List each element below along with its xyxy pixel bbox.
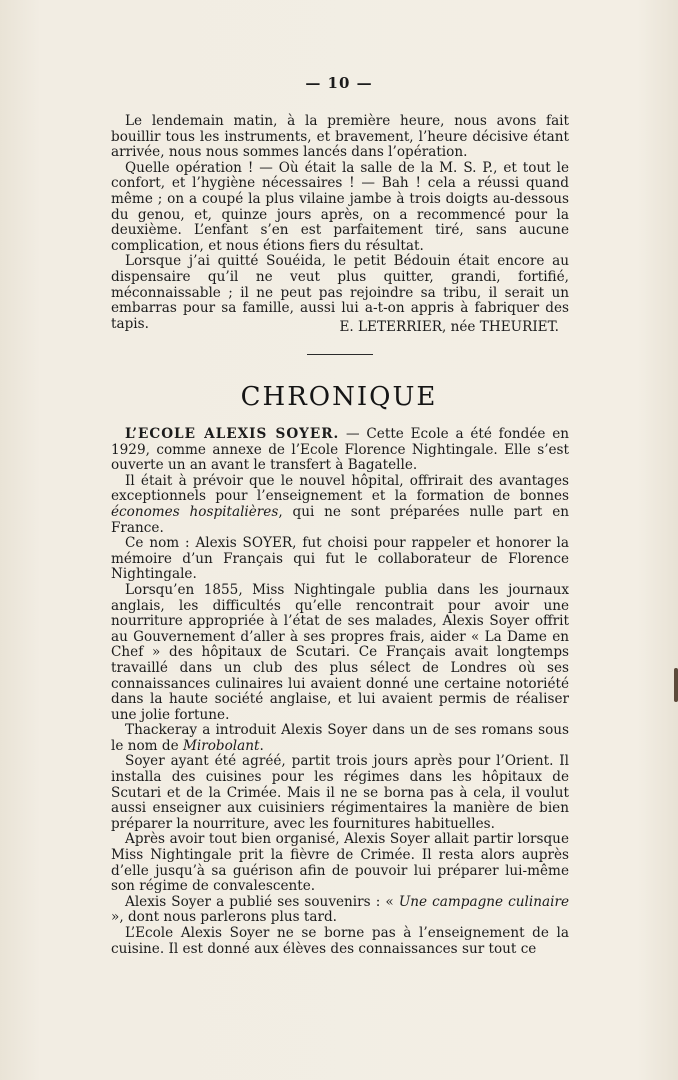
paragraph-text: Il était à prévoir que le nouvel hôpital, offrirait des avantages exceptionnels pour l’enseignement et la formation de bonnes: [111, 472, 569, 505]
runin-title: L’ECOLE ALEXIS SOYER.: [125, 426, 340, 442]
paragraph-text: .: [259, 737, 264, 754]
italic-term: Mirobolant: [182, 737, 260, 754]
paragraph: [111, 723, 569, 754]
paragraph: Lorsque j’ai quitté Souéida, le petit Bédouin était encore au dispensaire qu’il ne veut plus quitter, grandi, fortifié, méconnaissable ; il ne peut pas rejoindre sa tribu, il serait un embarras pour sa famille, aussi lui a-t-on appris à fabriquer des tapis.: [111, 253, 569, 332]
paragraph: Ce nom : Alexis SOYER, fut choisi pour rappeler et honorer la mémoire d’un Français qui fut le collaborateur de Florence Nightingale.: [111, 535, 569, 583]
paragraph: Après avoir tout bien organisé, Alexis Soyer allait partir lorsque Miss Nightingale prit la fièvre de Crimée. Il resta alors auprès d’elle jusqu’à sa guérison afin de pouvoir lui préparer lui-même son régime de convalescente.: [111, 831, 569, 895]
paragraph-text: — Cette Ecole a été fondée en 1929, comme annexe de l’Ecole Florence Nightingale. Elle s’est ouverte un an avant le transfert à Bagatelle.: [111, 426, 569, 474]
article-continuation: [111, 114, 569, 332]
paragraph: Soyer ayant été agréé, partit trois jours après pour l’Orient. Il installa des cuisines pour les régimes dans les hôpitaux de Scutari et de la Crimée. Mais il ne se borna pas à cela, il voulut aussi enseigner aux cuisiniers régimentaires la manière de bien préparer la nourriture, avec les fournitures habituelles.: [111, 753, 569, 832]
italic-term: économes hospitalières: [111, 503, 279, 520]
page-number: — 10 —: [305, 74, 373, 92]
paragraph: [111, 474, 569, 536]
paragraph: [111, 427, 569, 474]
italic-term: Une campagne culinaire: [398, 893, 569, 910]
paragraph-text: , qui ne sont préparées nulle part en France.: [111, 503, 570, 536]
paragraph-text: Alexis Soyer a publié ses souvenirs : «: [125, 893, 399, 910]
chronique-body: [111, 427, 569, 957]
paragraph: Le lendemain matin, à la première heure, nous avons fait bouillir tous les instruments, et bravement, l’heure décisive étant arrivée, nous nous sommes lancés dans l’opération.: [111, 113, 569, 161]
section-divider: [307, 354, 373, 355]
paragraph: Quelle opération ! — Où était la salle de la M. S. P., et tout le confort, et l’hygiène nécessaires ! — Bah ! cela a réussi quand même ; on a coupé la plus vilaine jambe à trois doigts au-dessous du genou, et, quinze jours après, on a recommencé pour la deuxième. L’enfant s’en est parfaitement tiré, sans aucune complication, et nous étions fiers du résultat.: [111, 159, 569, 254]
paragraph: L’Ecole Alexis Soyer ne se borne pas à l’enseignement de la cuisine. Il est donné aux élèves des connaissances sur tout ce: [111, 925, 569, 957]
paragraph-text: », dont nous parlerons plus tard.: [111, 909, 337, 926]
paragraph: Lorsqu’en 1855, Miss Nightingale publia dans les journaux anglais, les difficultés qu’elle rencontrait pour avoir une nourriture appropriée à l’état de ses malades, Alexis Soyer offrit au Gouvernement d’aller à ses propres frais, aider « La Dame en Chef » des hôpitaux de Scutari. Ce Français avait longtemps travaillé dans un club des plus sélect de Londres où ses connaissances culinaires lui avaient donné une certaine notoriété dans la haute société anglaise, et lui avaient permis de réaliser une jolie fortune.: [111, 581, 569, 723]
page-edge-mark: [674, 668, 678, 702]
paragraph: [111, 895, 569, 926]
section-title: CHRONIQUE: [240, 382, 438, 412]
author-signature: E. LETERRIER, née THEURIET.: [339, 319, 559, 335]
paragraph-text: Thackeray a introduit Alexis Soyer dans un de ses romans sous le nom de: [111, 722, 569, 754]
